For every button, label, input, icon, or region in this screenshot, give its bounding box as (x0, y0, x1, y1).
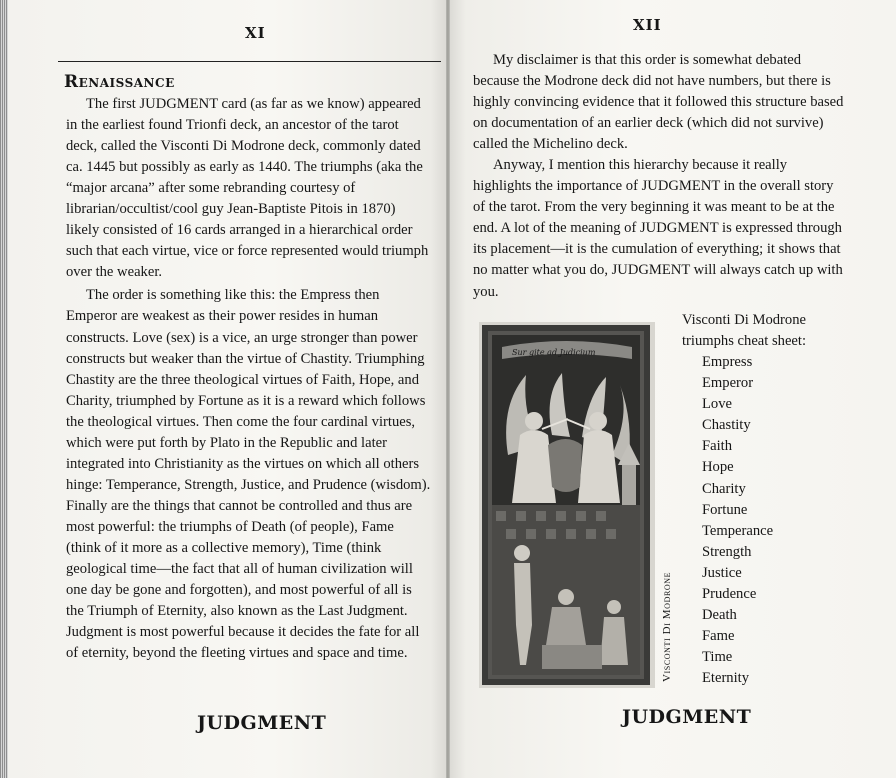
list-item: Death (702, 607, 737, 624)
list-item: Empress (702, 354, 753, 370)
list-item: Eternity (702, 670, 750, 687)
cheat-sheet-title-line-2: triumphs cheat sheet: (682, 333, 807, 349)
footer-title-right: JUDGMENT (622, 706, 752, 728)
header-rule (58, 61, 441, 62)
list-item: Fame (702, 628, 735, 645)
list-item: Fortune (702, 501, 748, 518)
visconti-judgment-card-figure (479, 322, 655, 688)
book-gutter (446, 0, 450, 778)
cheat-sheet-title (682, 310, 806, 352)
left-paragraph-1: The first JUDGMENT card (as far as we know) appeared in the earliest found Trionfi deck, an ancestor of the tarot deck, called the Visconti Di Modrone deck, commonly dated ca. 1445 but possibly as early as 1440. The triumphs (aka the “major arcana” after some rebranding courtesy of librarian/occultist/cool guy Jean-Baptiste Pitois in 1870) likely consisted of 16 cards arranged in a hierarchical order such that each virtue, vice or force represented would triumph over the weaker. (66, 96, 429, 281)
page-number-left: XI (245, 24, 266, 42)
list-item: Prudence (702, 586, 757, 603)
left-body-text (66, 94, 432, 664)
cheat-sheet-title-line-1: Visconti Di Modrone (682, 312, 806, 328)
list-item: Justice (702, 564, 742, 581)
list-item: Hope (702, 459, 734, 476)
list-item: Temperance (702, 522, 774, 539)
right-body-text (473, 50, 849, 303)
list-item: Time (702, 649, 733, 666)
list-item: Strength (702, 543, 752, 560)
right-paragraph-2: Anyway, I mention this hierarchy because it really highlights the importance of JUDGMENT in the overall story of the tarot. From the very beginning it was meant to be at the end. A lot of the meaning of JUDGMENT is expressed through its placement—it is the cumulation of everything; it shows that no matter what you do, JUDGMENT will always catch up with you. (473, 157, 843, 300)
footer-title-left: JUDGMENT (197, 712, 327, 734)
cheat-sheet-list (702, 352, 773, 690)
page-number-right: XII (633, 16, 662, 34)
figure-caption: Visconti Di Modrone (661, 571, 673, 682)
list-item: Love (702, 396, 732, 413)
book-page-edges (0, 0, 8, 778)
list-item: Charity (702, 480, 746, 497)
right-paragraph-1: My disclaimer is that this order is somewhat debated because the Modrone deck did not have numbers, but there is highly convincing evidence that it followed this structure based on documentation of an earlier deck (which did not survive) called the Michelino deck. (473, 52, 844, 153)
list-item: Faith (702, 438, 732, 455)
judgment-card-illustration (482, 325, 650, 685)
list-item: Chastity (702, 417, 751, 434)
left-paragraph-2: The order is something like this: the Empress then Emperor are weakest as their power resides in human constructs. Love (sex) is a vice, an urge stronger than power constructs but weaker than the virtue of Chastity. Triumphing Chastity are the three theological virtues of Faith, Hope, and Charity, triumphed by Fortune as it is a reward which follows the theological virtues. Then come the four cardinal virtues, which were put forth by Plato in the Republic and later integrated into Christianity as the virtues on which all others hinge: Temperance, Strength, Justice, and Prudence (wisdom). Finally are the things that cannot be controlled and thus are most powerful: the triumphs of Death (of people), Fame (think of it more as a collective memory), Time (think geological time—the fact that all of human civilization will one day be gone and forgotten), and most powerful of all is the Triumph of Eternity, also known as the Last Judgment. Judgment is most powerful because it decides the fate for all of eternity, beyond the fleeting virtues and space and time. (66, 287, 431, 662)
card-banner-text: Sur gite ad Judicium (512, 348, 596, 357)
list-item: Emperor (702, 375, 754, 392)
section-heading: Renaissance (64, 72, 175, 92)
